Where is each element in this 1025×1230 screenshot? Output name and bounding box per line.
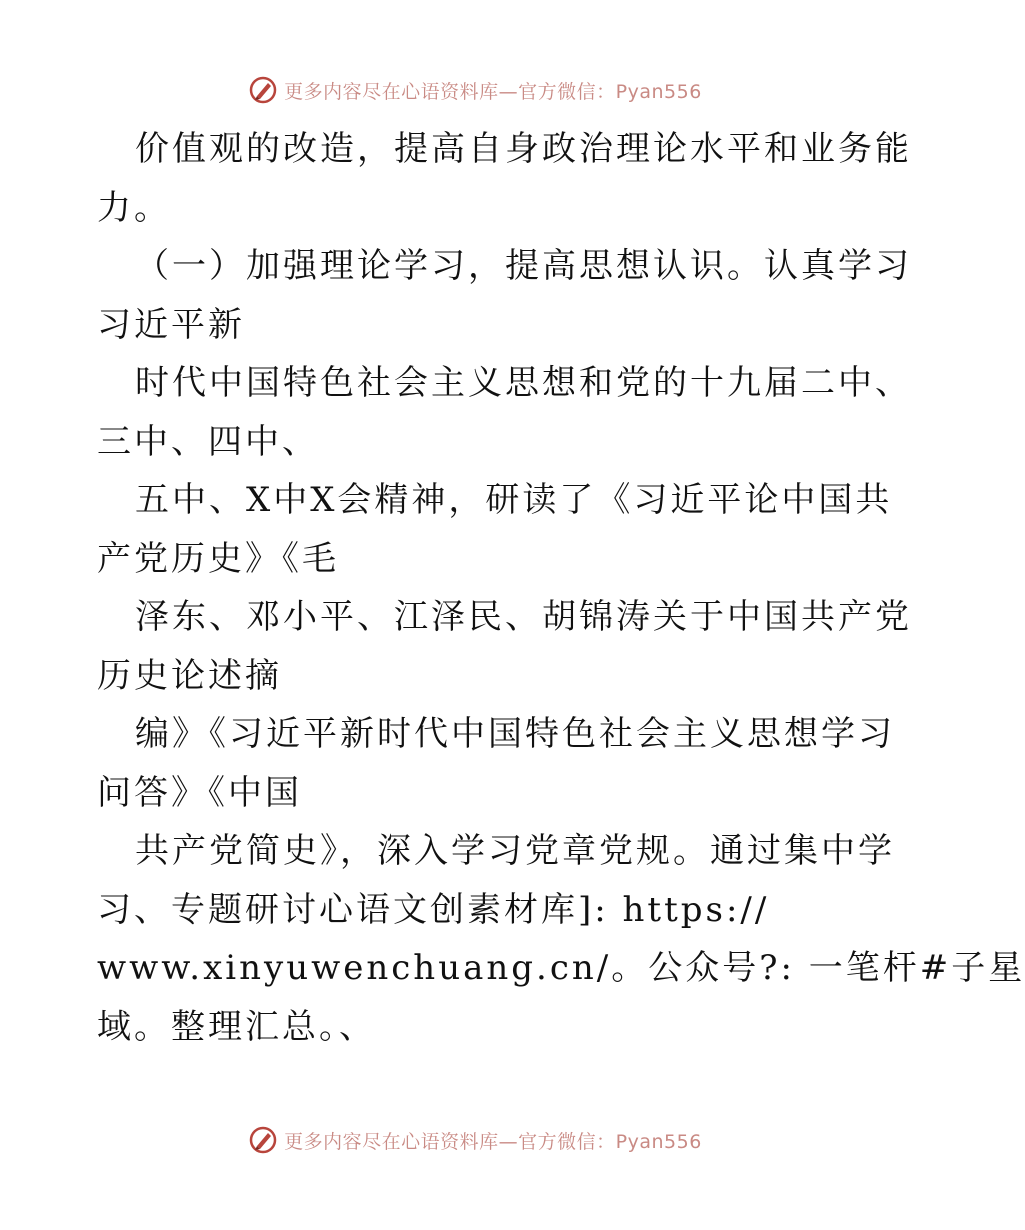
text-line: 三中、四中、 <box>97 421 319 462</box>
footer-banner <box>0 1120 950 1160</box>
text-line: 域。整理汇总。、 <box>97 1006 376 1047</box>
text-line: 共产党简史》，深入学习党章党规。通过集中学 <box>135 831 895 871</box>
footer-banner-text: 更多内容尽在心语资料库—官方微信：Pyan556 <box>284 1130 702 1153</box>
text-line: www.xinyuwenchuang.cn/。公众号?: 一笔杆#子星 <box>97 948 1025 988</box>
text-line: 力。 <box>97 187 171 228</box>
text-line: 习、专题研讨心语文创素材库]: https:// <box>97 889 770 930</box>
text-line: 问答》《中国 <box>97 772 302 813</box>
pen-logo-icon <box>248 1125 278 1155</box>
header-banner-text: 更多内容尽在心语资料库—官方微信：Pyan556 <box>284 80 702 103</box>
text-line: （一）加强理论学习，提高思想认识。认真学习 <box>135 246 912 286</box>
document-body <box>97 120 1025 1056</box>
text-line: 习近平新 <box>97 304 245 345</box>
text-line: 编》《习近平新时代中国特色社会主义思想学习 <box>135 714 895 754</box>
text-line: 产党历史》《毛 <box>97 538 339 579</box>
text-line: 时代中国特色社会主义思想和党的十九届二中、 <box>135 363 912 403</box>
text-line: 价值观的改造，提高自身政治理论水平和业务能 <box>135 129 912 169</box>
text-line: 历史论述摘 <box>97 655 282 696</box>
header-banner <box>0 70 950 110</box>
text-line: 泽东、邓小平、江泽民、胡锦涛关于中国共产党 <box>135 597 912 637</box>
text-line: 五中、X中X会精神，研读了《习近平论中国共 <box>135 480 893 520</box>
pen-logo-icon <box>248 75 278 105</box>
